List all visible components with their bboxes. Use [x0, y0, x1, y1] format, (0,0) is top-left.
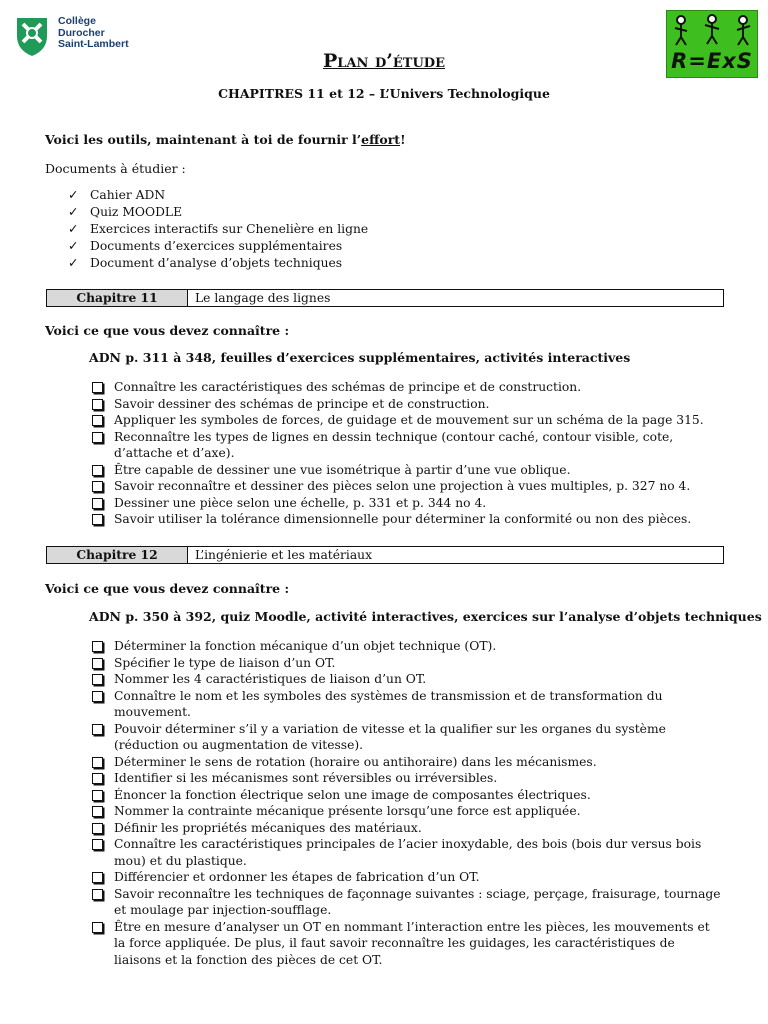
school-name-line: Collège — [58, 15, 96, 27]
documents-list — [68, 187, 728, 272]
list-item-text: Connaître les caractéristiques des schémas de principe et de construction. — [114, 380, 582, 394]
chapter-number: Chapitre 12 — [47, 547, 188, 563]
list-item — [68, 238, 728, 255]
page-title: Plan d’étude — [322, 50, 445, 72]
list-item — [92, 396, 722, 413]
list-item-text: Définir les propriétés mécaniques des matériaux. — [114, 820, 422, 835]
school-name-line: Durocher — [58, 26, 105, 39]
checkmark-icon: ✓ — [68, 256, 79, 270]
list-item — [92, 638, 722, 655]
list-item-text: Nommer les 4 caractéristiques de liaison d’un OT. — [114, 672, 427, 686]
list-item-text: Déterminer le sens de rotation (horaire ou antihoraire) dans les mécanismes. — [114, 754, 597, 769]
checkbox-icon — [92, 382, 103, 393]
checkbox-icon — [92, 514, 103, 525]
checkbox-icon — [92, 465, 103, 476]
list-item — [92, 379, 722, 396]
school-name-line: Saint-Lambert — [58, 38, 129, 50]
list-item — [92, 495, 722, 512]
checkbox-icon — [92, 889, 103, 900]
list-item-text: Nommer la contrainte mécanique présente lorsqu’une force est appliquée. — [114, 804, 581, 818]
list-item — [68, 187, 728, 204]
effort-line — [45, 132, 406, 147]
list-item-text: Appliquer les symboles de forces, de guidage et de mouvement sur un schéma de la page 315. — [114, 413, 704, 427]
list-item-text: Exercices interactifs sur Chenelière en ligne — [90, 222, 369, 236]
list-item-text: Document d’analyse d’objets techniques — [90, 256, 343, 270]
chapter-number: Chapitre 11 — [47, 290, 188, 306]
checkbox-icon — [92, 823, 103, 834]
checkbox-icon — [92, 790, 103, 801]
figures-icon — [667, 11, 757, 51]
list-item — [92, 511, 722, 528]
list-item — [92, 919, 722, 969]
checkbox-icon — [92, 498, 103, 509]
chapter-11-objectives — [92, 379, 722, 528]
page-subtitle: CHAPITRES 11 et 12 – L’Univers Technologique — [218, 86, 550, 101]
effort-prefix: Voici les outils, maintenant à toi de fournir l’ — [45, 132, 362, 147]
list-item — [92, 820, 722, 837]
checkbox-icon — [92, 922, 103, 933]
list-item-text: Savoir utiliser la tolérance dimensionnelle pour déterminer la conformité ou non des pièces. — [114, 512, 692, 526]
checkbox-icon — [92, 839, 103, 850]
checkbox-icon — [92, 432, 103, 443]
list-item — [68, 204, 728, 221]
checkmark-icon: ✓ — [68, 188, 79, 202]
documents-label: Documents à étudier : — [45, 161, 186, 176]
list-item — [92, 478, 722, 495]
chapter-12-objectives — [92, 638, 722, 968]
checkbox-icon — [92, 658, 103, 669]
checkbox-icon — [92, 724, 103, 735]
list-item — [68, 221, 728, 238]
checkbox-icon — [92, 641, 103, 652]
list-item-text: Spécifier le type de liaison d’un OT. — [114, 655, 336, 670]
list-item — [92, 721, 722, 754]
list-item-text: Déterminer la fonction mécanique d’un objet technique (OT). — [114, 639, 497, 653]
list-item — [92, 869, 722, 886]
list-item-text: Reconnaître les types de lignes en dessin technique (contour caché, contour visible, cote, d’attache et d’axe). — [114, 429, 674, 460]
list-item-text: Différencier et ordonner les étapes de fabrication d’un OT. — [114, 870, 480, 884]
checkbox-icon — [92, 806, 103, 817]
checkbox-icon — [92, 399, 103, 410]
list-item — [92, 671, 722, 688]
checkbox-icon — [92, 674, 103, 685]
list-item-text: Savoir dessiner des schémas de principe et de construction. — [114, 396, 490, 411]
chapter-name: L’ingénierie et les matériaux — [195, 548, 373, 562]
list-item — [92, 803, 722, 820]
badge-text: R=ExS — [671, 49, 753, 73]
chapter-12-header — [46, 546, 724, 564]
list-item — [92, 462, 722, 479]
list-item — [92, 655, 722, 672]
checkbox-icon — [92, 757, 103, 768]
list-item-text: Savoir reconnaître les techniques de façonnage suivantes : sciage, perçage, fraisurage, tournage et moulage par injection-soufflage. — [114, 886, 721, 917]
list-item-text: Documents d’exercices supplémentaires — [90, 239, 343, 253]
checkbox-icon — [92, 773, 103, 784]
list-item — [92, 836, 722, 869]
checkbox-icon — [92, 481, 103, 492]
list-item-text: Pouvoir déterminer s’il y a variation de vitesse et la qualifier sur les organes du système (réduction ou augmentation de vitesse). — [114, 721, 666, 752]
know-label: Voici ce que vous devez connaître : — [45, 581, 290, 596]
checkbox-icon — [92, 872, 103, 883]
checkbox-icon — [92, 415, 103, 426]
list-item — [92, 787, 722, 804]
chapter-resources: ADN p. 311 à 348, feuilles d’exercices supplémentaires, activités interactives — [89, 350, 631, 365]
list-item-text: Savoir reconnaître et dessiner des pièces selon une projection à vues multiples, p. 327 no 4. — [114, 479, 691, 493]
chapter-resources: ADN p. 350 à 392, quiz Moodle, activité interactives, exercices sur l’analyse d’objets techniques — [89, 609, 762, 624]
school-name — [58, 16, 129, 51]
checkbox-icon — [92, 691, 103, 702]
list-item — [68, 255, 728, 272]
checkmark-icon: ✓ — [68, 222, 79, 236]
list-item — [92, 754, 722, 771]
chapter-name: Le langage des lignes — [195, 291, 331, 305]
list-item — [92, 770, 722, 787]
list-item-text: Énoncer la fonction électrique selon une image de composantes électriques. — [114, 787, 591, 802]
list-item-text: Connaître le nom et les symboles des systèmes de transmission et de transformation du mouvement. — [114, 688, 663, 719]
list-item-text: Cahier ADN — [90, 188, 166, 202]
list-item-text: Identifier si les mécanismes sont réversibles ou irréversibles. — [114, 771, 498, 785]
list-item — [92, 429, 722, 462]
checkmark-icon: ✓ — [68, 239, 79, 253]
know-label: Voici ce que vous devez connaître : — [45, 323, 290, 338]
chapter-11-header — [46, 289, 724, 307]
list-item-text: Quiz MOODLE — [90, 205, 183, 219]
effort-word: effort — [361, 132, 401, 147]
checkmark-icon: ✓ — [68, 205, 79, 219]
list-item-text: Être capable de dessiner une vue isométrique à partir d’une vue oblique. — [114, 462, 571, 477]
list-item — [92, 886, 722, 919]
list-item-text: Être en mesure d’analyser un OT en nommant l’interaction entre les pièces, les mouvements et la force appliquée. De plus, il faut savoir reconnaître les guidages, les caractéristiques de liaisons et la fonction des pièces de cet OT. — [114, 919, 710, 967]
list-item — [92, 412, 722, 429]
effort-suffix: ! — [400, 132, 406, 147]
list-item-text: Connaître les caractéristiques principales de l’acier inoxydable, des bois (bois dur versus bois mou) et du plastique. — [114, 837, 702, 868]
list-item-text: Dessiner une pièce selon une échelle, p. 331 et p. 344 no 4. — [114, 495, 487, 510]
list-item — [92, 688, 722, 721]
